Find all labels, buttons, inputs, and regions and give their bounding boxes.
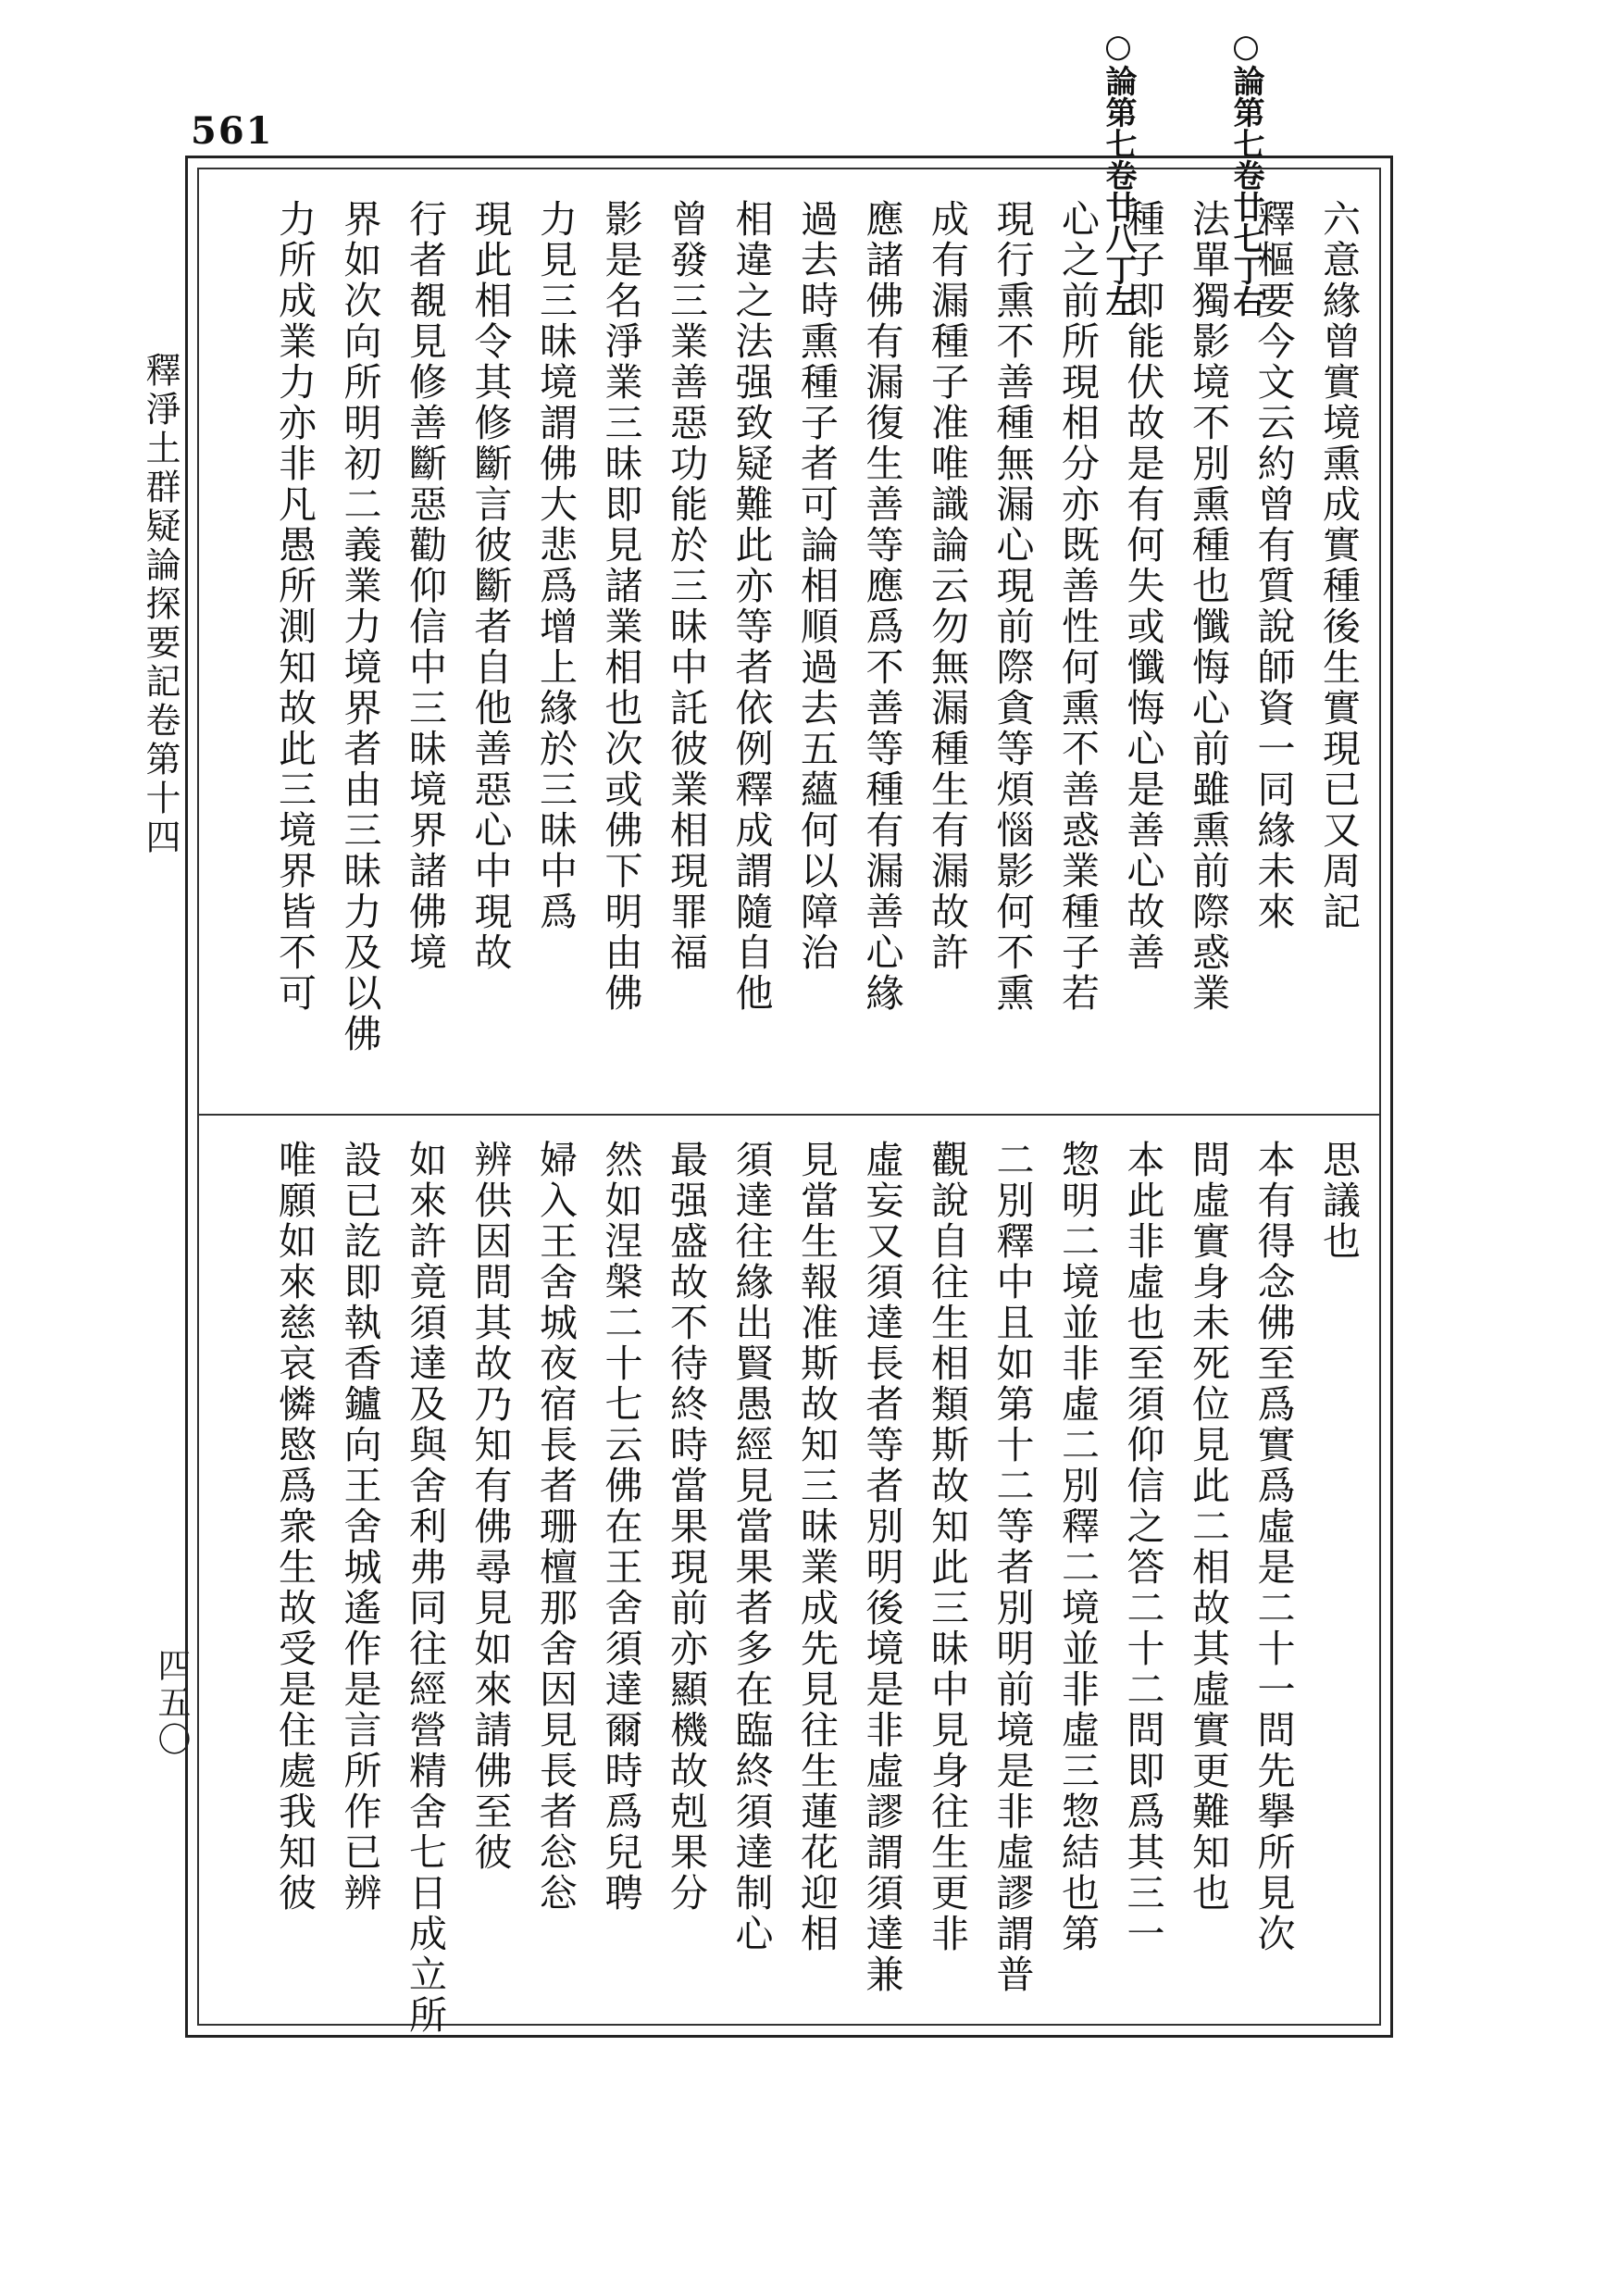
text-column: 力見三昧境謂佛大悲爲增上緣於三昧中爲 bbox=[533, 199, 578, 932]
text-frame bbox=[185, 156, 1393, 2038]
text-column: 辨供因問其故乃知有佛尋見如來請佛至彼 bbox=[467, 1140, 513, 1873]
text-column: 本有得念佛至爲實爲虛是二十一問先擧所見次 bbox=[1251, 1140, 1296, 1954]
text-column: 釋樞要今文云約曾有質說師資一同緣未來 bbox=[1251, 199, 1296, 932]
reference-note: ○論第七卷廿七丁右 bbox=[1227, 28, 1264, 317]
text-column: 影是名淨業三昧即見諸業相也次或佛下明由佛 bbox=[598, 199, 643, 1014]
register-divider bbox=[199, 1114, 1379, 1116]
text-column: 力所成業力亦非凡愚所測知故此三境界皆不可 bbox=[272, 199, 317, 1014]
text-column: 現行熏不善種無漏心現前際貪等煩惱影何不熏 bbox=[989, 199, 1035, 1014]
text-column: 最强盛故不待終時當果現前亦顯機故剋果分 bbox=[664, 1140, 708, 1914]
text-column: 現此相令其修斷言彼斷者自他善惡心中現故 bbox=[467, 199, 513, 973]
text-column: 婦入王舍城夜宿長者珊檀那舍因見長者忩忩 bbox=[533, 1140, 578, 1914]
text-column: 如來許竟須達及與舍利弗同往經營精舍七日成立所 bbox=[403, 1140, 447, 2036]
text-column: 虛妄又須達長者等者別明後境是非虛謬謂須達兼 bbox=[859, 1140, 904, 1995]
text-column: 曾發三業善惡功能於三昧中託彼業相現罪福 bbox=[664, 199, 708, 973]
text-column: 六意緣曾實境熏成實種後生實現已又周記 bbox=[1316, 199, 1361, 932]
text-column: 唯願如來慈哀憐愍爲衆生故受是住處我知彼 bbox=[272, 1140, 317, 1914]
text-column: 二別釋中且如第十二等者別明前境是非虛謬謂普 bbox=[989, 1140, 1035, 1995]
text-column: 種子即能伏故是有何失或懺悔心是善心故善 bbox=[1120, 199, 1165, 973]
text-column: 問虛實身未死位見此二相故其虛實更難知也 bbox=[1186, 1140, 1230, 1914]
text-column: 然如涅槃二十七云佛在王舍須達爾時爲兒聘 bbox=[598, 1140, 643, 1914]
text-column: 觀說自往生相類斯故知此三昧中見身往生更非 bbox=[925, 1140, 969, 1954]
text-column: 過去時熏種子者可論相順過去五蘊何以障治 bbox=[794, 199, 839, 973]
page-number: 561 bbox=[191, 109, 274, 153]
text-column: 思議也 bbox=[1316, 1140, 1361, 1262]
running-title: 釋淨土群疑論探要記卷第十四 bbox=[140, 352, 180, 857]
text-column: 行者覩見修善斷惡勸仰信中三昧境界諸佛境 bbox=[403, 199, 447, 973]
text-column: 相違之法强致疑難此亦等者依例釋成謂隨自他 bbox=[728, 199, 774, 1014]
text-frame-inner bbox=[197, 168, 1381, 2036]
text-column: 本此非虛也至須仰信之答二十二問即爲其三一 bbox=[1120, 1140, 1165, 1954]
text-column: 惣明二境並非虛二別釋二境並非虛三惣結也第 bbox=[1055, 1140, 1100, 1954]
text-column: 成有漏種子准唯識論云勿無漏種生有漏故許 bbox=[925, 199, 969, 973]
text-column: 設已訖即執香鑪向王舍城遙作是言所作已辨 bbox=[337, 1140, 382, 1914]
text-column: 界如次向所明初二義業力境界者由三昧力及以佛 bbox=[337, 199, 382, 1054]
folio-number: 四五〇 bbox=[153, 1648, 191, 1759]
text-column: 應諸佛有漏復生善等應爲不善等種有漏善心緣 bbox=[859, 199, 904, 1014]
text-column: 法單獨影境不別熏種也懺悔心前雖熏前際惑業 bbox=[1186, 199, 1230, 1014]
reference-note: ○論第七卷廿八丁左 bbox=[1100, 28, 1137, 317]
text-column: 見當生報准斯故知三昧業成先見往生蓮花迎相 bbox=[794, 1140, 839, 1954]
text-column: 心之前所現相分亦既善性何熏不善惑業種子若 bbox=[1055, 199, 1100, 1014]
text-column: 須達往緣出賢愚經見當果者多在臨終須達制心 bbox=[728, 1140, 774, 1954]
